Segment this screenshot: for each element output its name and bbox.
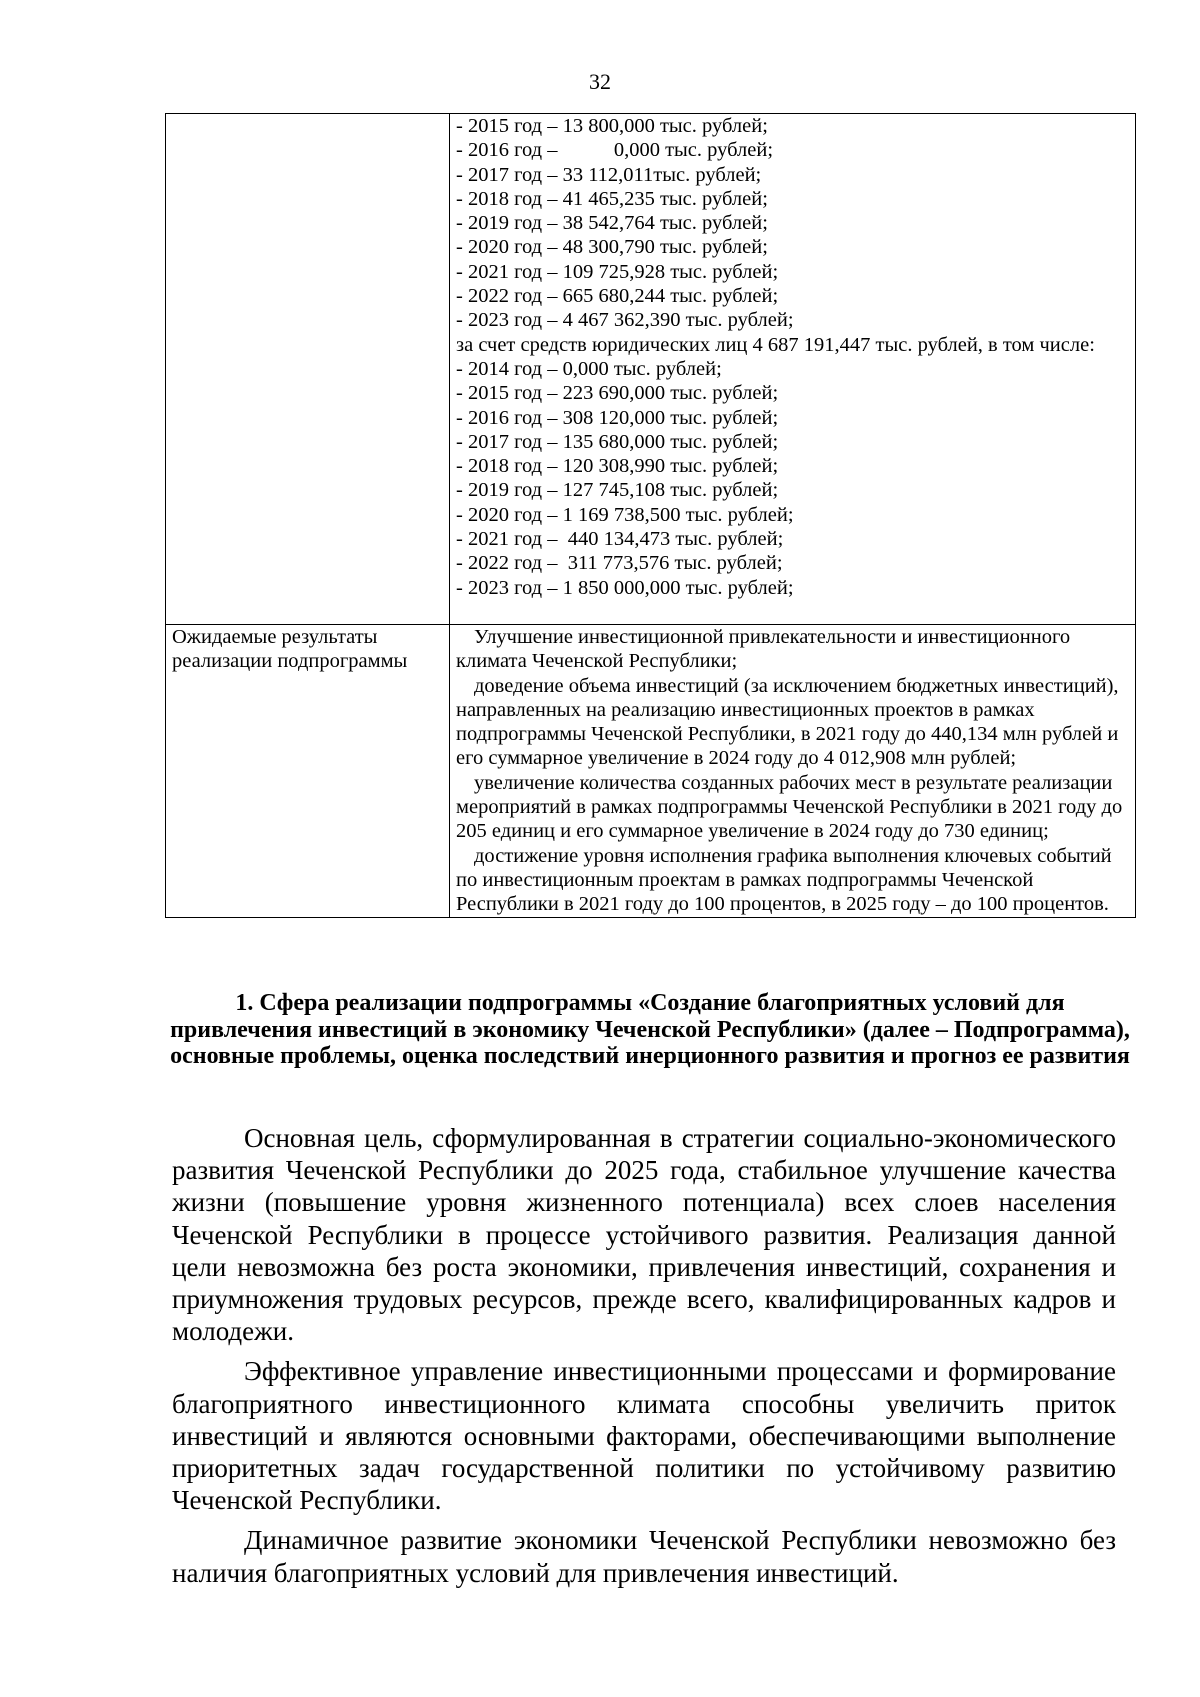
expected-result-item: Улучшение инвестиционной привлекательности и инвестиционного климата Чеченской Республики;: [456, 626, 1071, 673]
funding-line: - 2015 год – 223 690,000 тыс. рублей;: [456, 382, 779, 405]
page-number: 32: [589, 69, 611, 94]
funding-line: - 2019 год – 127 745,108 тыс. рублей;: [456, 479, 779, 502]
expected-results-label: Ожидаемые результаты реализации подпрограммы: [166, 625, 450, 918]
passport-table: [165, 113, 1136, 918]
body-paragraph: Эффективное управление инвестиционными процессами и формирование благоприятного инвестиционного климата способны увеличить приток инвестиций и являются основными факторами, обеспечивающими выполнение приоритетных задач государственной политики по устойчивому развитию Чеченской Республики.: [172, 1356, 1116, 1516]
funding-line: - 2014 год – 0,000 тыс. рублей;: [456, 357, 722, 380]
body-paragraph: Динамичное развитие экономики Чеченской Республики невозможно без наличия благоприятных условий для привлечения инвестиций.: [172, 1525, 1116, 1588]
funding-line: - 2016 год – 0,000 тыс. рублей;: [456, 139, 774, 162]
section-body: [172, 1122, 1116, 1597]
body-paragraph: Основная цель, сформулированная в стратегии социально-экономического развития Чеченской Республики до 2025 года, стабильное улучшение качества жизни (повышение уровня жизненного потенциала) всех слоев населения Чеченской Республики в процессе устойчивого развития. Реализация данной цели невозможна без роста экономики, привлечения инвестиций, сохранения и приумножения трудовых ресурсов, прежде всего, квалифицированных кадров и молодежи.: [172, 1123, 1116, 1347]
funding-value-cell: [450, 114, 1136, 625]
funding-line: - 2015 год – 13 800,000 тыс. рублей;: [456, 115, 768, 137]
section-heading: 1. Сфера реализации подпрограммы «Создание благоприятных условий для привлечения инвестиций в экономику Чеченской Республики» (далее – Подпрограмма), основные проблемы, оценка последствий инерционного развития и прогноз ее развития: [170, 990, 1130, 1069]
expected-result-item: достижение уровня исполнения графика выполнения ключевых событий по инвестиционным проектам в рамках подпрограммы Чеченской Республики в 2021 году до 100 процентов, в 2025 году – до 100 процентов.: [456, 844, 1112, 916]
funding-line: - 2018 год – 41 465,235 тыс. рублей;: [456, 187, 768, 210]
expected-result-item: увеличение количества созданных рабочих мест в результате реализации мероприятий в рамках подпрограммы Чеченской Республики в 2021 году до 205 единиц и его суммарное увеличение в 2024 году до 730 единиц;: [456, 771, 1123, 843]
funding-line: - 2023 год – 1 850 000,000 тыс. рублей;: [456, 576, 794, 599]
funding-line-legal-entities: за счет средств юридических лиц 4 687 191,447 тыс. рублей, в том числе:: [456, 333, 1095, 356]
funding-line: - 2021 год – 109 725,928 тыс. рублей;: [456, 260, 779, 283]
expected-result-item: доведение объема инвестиций (за исключением бюджетных инвестиций), направленных на реализацию инвестиционных проектов в рамках подпрограммы Чеченской Республики, в 2021 году до 440,134 млн рублей и его суммарное увеличение в 2024 году до 4 012,908 млн рублей;: [456, 674, 1119, 770]
table-row-expected-results: [166, 625, 1136, 918]
funding-line: - 2016 год – 308 120,000 тыс. рублей;: [456, 406, 779, 429]
table-row-funding: [166, 114, 1136, 625]
funding-line: - 2017 год – 33 112,011тыс. рублей;: [456, 163, 762, 186]
funding-line: - 2018 год – 120 308,990 тыс. рублей;: [456, 455, 779, 478]
expected-results-value-cell: [450, 625, 1136, 918]
funding-line: - 2020 год – 48 300,790 тыс. рублей;: [456, 236, 768, 259]
funding-label-cell: [166, 114, 450, 625]
funding-line: - 2021 год – 440 134,473 тыс. рублей;: [456, 528, 784, 551]
funding-line: - 2019 год – 38 542,764 тыс. рублей;: [456, 212, 768, 235]
funding-line: - 2022 год – 665 680,244 тыс. рублей;: [456, 285, 779, 308]
funding-line: - 2020 год – 1 169 738,500 тыс. рублей;: [456, 503, 794, 526]
funding-line: - 2023 год – 4 467 362,390 тыс. рублей;: [456, 309, 794, 332]
funding-line: - 2022 год – 311 773,576 тыс. рублей;: [456, 552, 783, 575]
funding-line: - 2017 год – 135 680,000 тыс. рублей;: [456, 430, 779, 453]
